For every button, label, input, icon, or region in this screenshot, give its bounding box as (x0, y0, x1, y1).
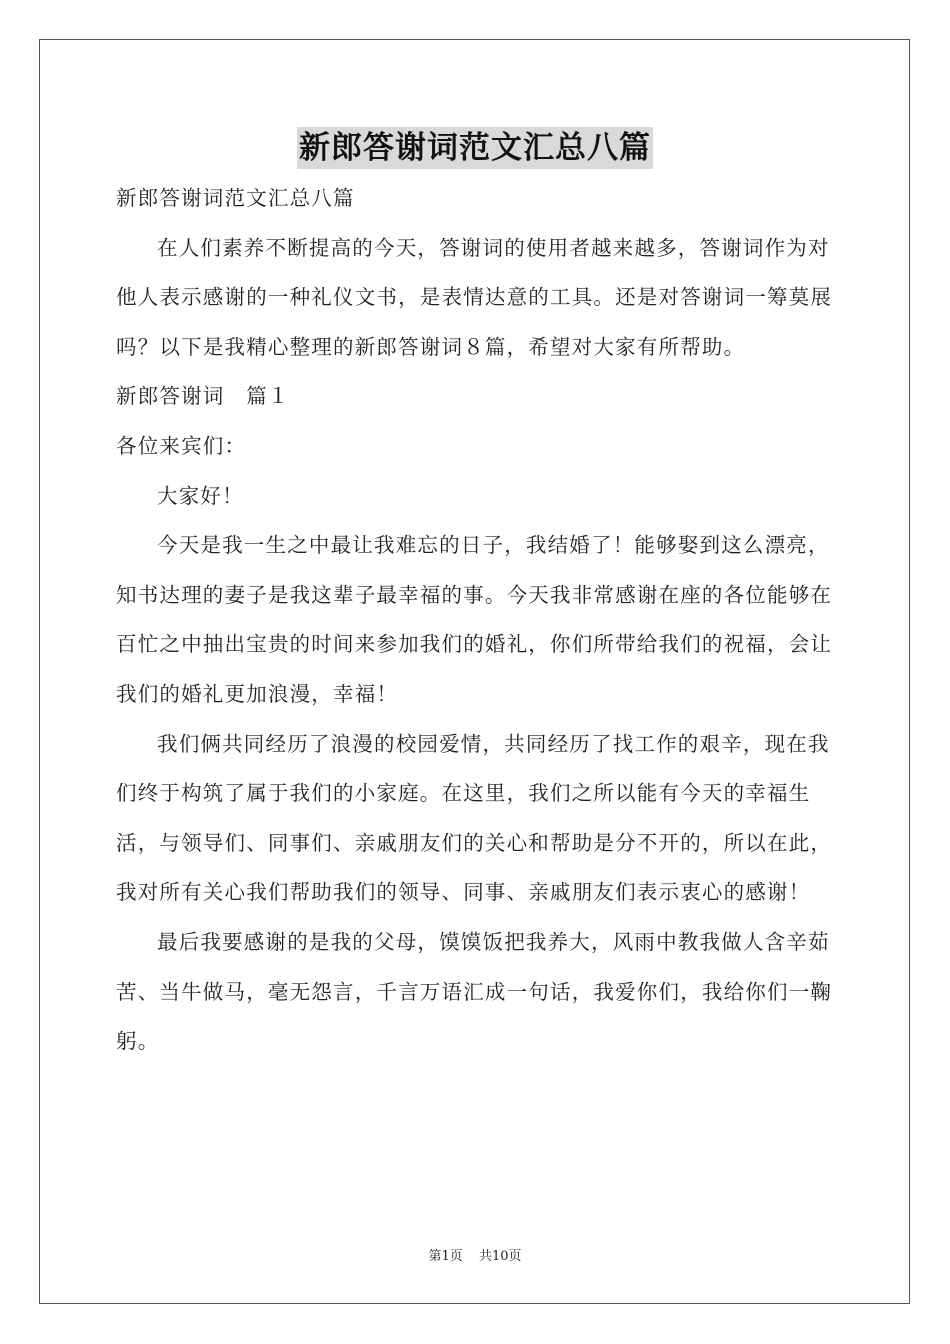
body-paragraph: 我们俩共同经历了浪漫的校园爱情，共同经历了找工作的艰辛，现在我们终于构筑了属于我们的小家庭。在这里，我们之所以能有今天的幸福生活，与领导们、同事们、亲戚朋友们的关心和帮助是分不开的，所以在此，我对所有关心我们帮助我们的领导、同事、亲戚朋友们表示衷心的感谢！ (116, 731, 833, 905)
salutation: 各位来宾们： (116, 433, 247, 458)
page-number: 第1页 (428, 1249, 463, 1264)
greeting: 大家好！ (157, 483, 244, 508)
document-body (116, 174, 836, 1067)
section-heading: 新郎答谢词 篇１ (116, 384, 290, 409)
title-container (0, 127, 950, 169)
page-footer (0, 1245, 950, 1264)
document-title: 新郎答谢词范文汇总八篇 (297, 127, 653, 169)
body-paragraph: 最后我要感谢的是我的父母，馍馍饭把我养大，风雨中教我做人含辛茹苦、当牛做马，毫无怨言，千言万语汇成一句话，我爱你们，我给你们一鞠躬。 (116, 929, 833, 1054)
intro-paragraph: 在人们素养不断提高的今天，答谢词的使用者越来越多，答谢词作为对他人表示感谢的一种礼仪文书，是表情达意的工具。还是对答谢词一筹莫展吗？以下是我精心整理的新郎答谢词８篇，希望对大家有所帮助。 (116, 235, 833, 359)
body-paragraph: 今天是我一生之中最让我难忘的日子，我结婚了！能够娶到这么漂亮，知书达理的妻子是我这辈子最幸福的事。今天我非常感谢在座的各位能够在百忙之中抽出宝贵的时间来参加我们的婚礼，你们所带给我们的祝福，会让我们的婚礼更加浪漫，幸福！ (116, 533, 833, 706)
page-total: 共10页 (478, 1249, 522, 1264)
subtitle: 新郎答谢词范文汇总八篇 (116, 186, 355, 210)
